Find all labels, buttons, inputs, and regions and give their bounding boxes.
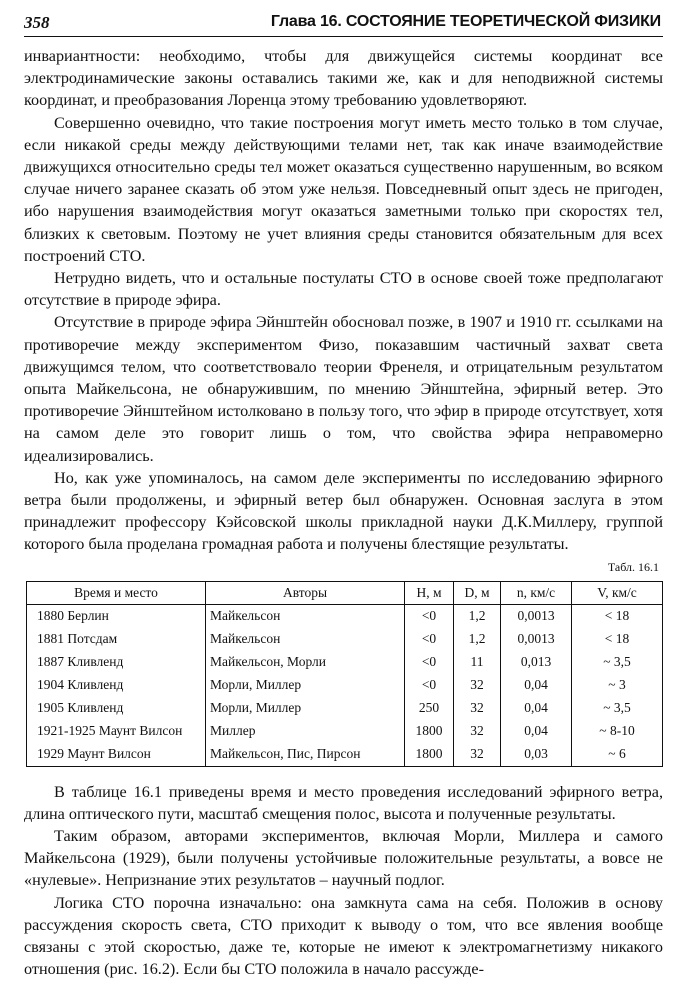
column-header: n, км/с [501,581,572,604]
table-cell: ~ 8-10 [572,720,663,743]
table-cell: 1800 [405,743,454,767]
table-cell: 0,0013 [501,604,572,628]
paragraph: В таблице 16.1 приведены время и место проведения исследований эфирного ветра, длина оптического пути, масштаб смещения полос, высота и полученные результаты. [24,782,663,823]
table-cell: 32 [454,720,501,743]
paragraph: Отсутствие в природе эфира Эйнштейн обосновал позже, в 1907 и 1910 гг. ссылками на противоречие между экспериментом Физо, показавшим частичный захват света движущимся телом, что соответствовало теории Френеля, и отрицательным результатом опыта Майкельсона, не обнаружившим, по мнению Эйнштейна, эфирный ветер. Это противоречие Эйнштейном истолковано в пользу того, что эфир в природе отсутствует, хотя на самом деле это говорит лишь о том, что свойства эфира неправомерно идеализировались. [24,313,663,465]
table-cell: 32 [454,743,501,767]
table-cell: 0,04 [501,720,572,743]
paragraph: Но, как уже упоминалось, на самом деле эксперименты по исследованию эфирного ветра были продолжены, и эфирный ветер был обнаружен. Основная заслуга в этом принадлежит профессору Кэйсовской школы прикладной науки Д.К.Миллеру, группой которого была проделана громадная работа и получены блестящие результаты. [24,468,663,554]
table-cell: <0 [405,604,454,628]
column-header: H, м [405,581,454,604]
table-cell: Майкельсон [206,628,405,651]
table-cell: Морли, Миллер [206,674,405,697]
table-cell: 1904 Кливленд [27,674,206,697]
table-cell: 1905 Кливленд [27,697,206,720]
table-cell: 250 [405,697,454,720]
table-cell: <0 [405,674,454,697]
table-cell: Майкельсон [206,604,405,628]
table-cell: Морли, Миллер [206,697,405,720]
table-cell: 0,013 [501,651,572,674]
table-cell: 0,04 [501,697,572,720]
paragraph: Логика СТО порочна изначально: она замкнута сама на себя. Положив в основу рассуждения скорость света, СТО приходит к выводу о том, что все явления вообще связаны с этой скоростью, даже те, которые не имеют к электромагнетизму никакого отношения (рис. 16.2). Если бы СТО положила в начало рассужде- [24,893,663,979]
table-header-row [27,581,663,604]
column-header: D, м [454,581,501,604]
table-cell: Миллер [206,720,405,743]
table-cell: 11 [454,651,501,674]
column-header: Время и место [27,581,206,604]
table-cell: 32 [454,674,501,697]
table-cell: 32 [454,697,501,720]
table-cell: 1800 [405,720,454,743]
column-header: Авторы [206,581,405,604]
table-cell: 0,04 [501,674,572,697]
table-cell: Майкельсон, Пис, Пирсон [206,743,405,767]
table-caption: Табл. 16.1 [607,559,659,574]
paragraph: инвариантности: необходимо, чтобы для движущейся системы координат все электродинамические законы оставались такими же, как и для неподвижной системы координат, и преобразования Лоренца этому требованию удовлетворяют. [24,47,663,110]
table-row [27,651,663,674]
table-cell: ~ 6 [572,743,663,767]
table-cell: ~ 3,5 [572,651,663,674]
paragraph: Нетрудно видеть, что и остальные постулаты СТО в основе своей тоже предполагают отсутствие в природе эфира. [24,269,663,310]
column-header: V, км/с [572,581,663,604]
table-cell: <0 [405,628,454,651]
table-cell: 0,0013 [501,628,572,651]
paragraph: Совершенно очевидно, что такие построения могут иметь место только в том случае, если никакой среды между действующими телами нет, так как иначе взаимодействие движущихся относительно среды тел может оказаться существенно нарушенным, во всяком случае ничего заранее сказать об этом уже нельзя. Повседневный опыт здесь не пригоден, ибо нарушения взаимодействия могут оказаться заметными только при скоростях тел, близких к световым. Поэтому не учет влияния среды становится обязательным для всех построений СТО. [24,113,663,265]
text-after-table [24,781,663,981]
text-before-table [24,45,663,556]
table-cell: <0 [405,651,454,674]
page-number: 358 [24,13,50,32]
table-cell: 1887 Кливленд [27,651,206,674]
table-row [27,697,663,720]
table-cell: Майкельсон, Морли [206,651,405,674]
chapter-title: Глава 16. СОСТОЯНИЕ ТЕОРЕТИЧЕСКОЙ ФИЗИКИ [270,13,661,30]
table-row [27,628,663,651]
table-row [27,674,663,697]
table-cell: 1880 Берлин [27,604,206,628]
table-cell: 1,2 [454,604,501,628]
table-cell: < 18 [572,628,663,651]
table-row [27,604,663,628]
table-row [27,720,663,743]
table-cell: 1881 Потсдам [27,628,206,651]
table-cell: 0,03 [501,743,572,767]
table-cell: < 18 [572,604,663,628]
table-row [27,743,663,767]
table-cell: 1,2 [454,628,501,651]
table-cell: 1929 Маунт Вилсон [27,743,206,767]
table-cell: 1921-1925 Маунт Вилсон [27,720,206,743]
running-header [24,10,663,37]
table-cell: ~ 3,5 [572,697,663,720]
table-cell: ~ 3 [572,674,663,697]
experiments-table [26,581,663,767]
paragraph: Таким образом, авторами экспериментов, включая Морли, Миллера и самого Майкельсона (1929), были получены устойчивые положительные результаты, а вовсе не «нулевые». Непризнание этих результатов – научный подлог. [24,827,663,890]
